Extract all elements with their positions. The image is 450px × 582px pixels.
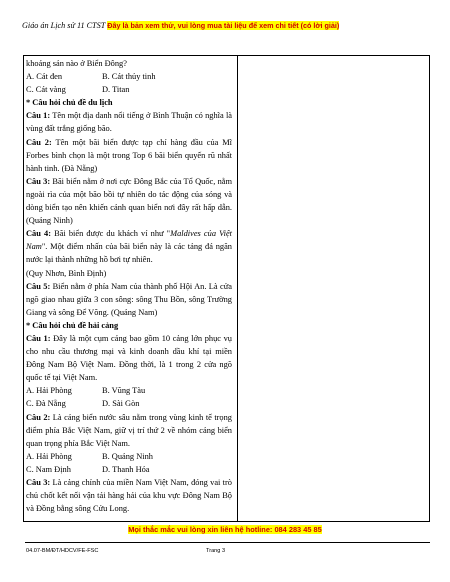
column-divider xyxy=(237,56,238,521)
answer-option: A. Hải Phòng xyxy=(26,386,72,396)
section-heading-ports: * Câu hỏi chủ đề hải cảng xyxy=(26,320,119,330)
question-label: Câu 4: xyxy=(26,229,51,239)
page-number: Trang 3 xyxy=(206,548,226,554)
question-text: Bãi biển được du khách ví như " xyxy=(51,229,171,239)
question-label: Câu 3: xyxy=(26,478,51,487)
answer-option: D. Thanh Hóa xyxy=(102,464,150,474)
footer-divider xyxy=(25,542,430,543)
question-text: ". Một điểm nhấn của bãi biển này là các tảng đá ngăn nước lại thành những hồ bơi tự nhiên. xyxy=(26,242,232,265)
question-label: Câu 3: xyxy=(26,176,51,186)
hotline-notice xyxy=(0,525,450,534)
question-text: Là cảng chính của miền Nam Việt Nam, đóng vai trò chủ chốt kết nối vận tải hàng hải của khu vực Đông Nam Bộ và Đồng bằng sông Cửu Long. xyxy=(26,478,232,514)
answer-option-row xyxy=(26,384,232,397)
question-italic-text: Maldives của Việt Nam xyxy=(26,229,233,252)
answer-option: B. Cát thủy tinh xyxy=(102,72,156,82)
question-label: Câu 1: xyxy=(26,333,51,343)
answer-option-row xyxy=(26,450,232,463)
answer-option: A. Cát đen xyxy=(26,72,63,82)
question-label: Câu 2: xyxy=(26,137,52,147)
tourism-question-5 xyxy=(26,280,232,319)
page-header xyxy=(22,20,428,31)
question-label: Câu 5: xyxy=(26,281,51,291)
answer-option: C. Cát vàng xyxy=(26,85,66,95)
question-text: Tên một bãi biển được tạp chí hàng đầu của Mĩ Forbes bình chọn là một trong Top 6 bãi biển quyến rũ nhất hành tinh. (Đà Nẵng) xyxy=(26,137,232,173)
question-text: Bãi biển nằm ở nơi cực Đông Bắc của Tổ Quốc, nằm ngoài rìa của một bão bồi tự nhiên do tác động của sóng và dòng biển tạo nên khiến cảnh quan biển nơi đây rất hấp dẫn. (Quảng Ninh) xyxy=(26,176,232,226)
answer-option: B. Quảng Ninh xyxy=(102,451,153,461)
tourism-question-3 xyxy=(26,175,232,227)
port-question-1 xyxy=(26,332,232,384)
preview-notice: Đây là bản xem thử, vui lòng mua tài liệu để xem chi tiết (có lời giải) xyxy=(107,21,340,30)
question-continuation: khoáng sản nào ở Biển Đông? xyxy=(26,59,127,68)
question-label: Câu 1: xyxy=(26,111,51,121)
answer-option: D. Titan xyxy=(102,85,130,95)
document-code: 04.07-BM/ĐT/HDCV/FE-FSC xyxy=(26,548,99,554)
answer-option: B. Vũng Tàu xyxy=(102,386,146,396)
tourism-question-2 xyxy=(26,136,232,175)
table-left-column xyxy=(26,57,232,515)
answer-option: C. Nam Định xyxy=(26,464,71,474)
question-text: Là cảng biển nước sâu nằm trong vùng kinh tế trọng điểm phía Bắc Việt Nam, giữ vị trí thứ 2 về nhóm cảng biển quan trọng phía Bắc Việt Nam. xyxy=(26,412,232,448)
answer-option: D. Sài Gòn xyxy=(102,399,140,409)
document-title: Giáo án Lịch sử 11 CTST xyxy=(22,21,106,30)
question-text: Đây là một cụm cảng bao gồm 10 cảng lớn phục vụ cho nhu cầu thương mại và kinh doanh dầu khí tại miền Đông Nam Bộ Việt Nam. Đồng thời, là 1 trong 2 cửa ngõ quốc tế tại Việt Nam. xyxy=(26,333,232,383)
answer-option-row xyxy=(26,70,232,83)
question-text: Tên một địa danh nổi tiếng ở Bình Thuận có nghĩa là vùng đất trắng giống bão. xyxy=(26,111,233,134)
question-text: Biển nằm ở phía Nam của thành phố Hội An. Là cửa ngõ giao nhau giữa 3 con sông: sông Thu Bồn, sông Trường Giang và sông Để Võng. (Quảng Nam) xyxy=(26,281,232,317)
answer-option-row xyxy=(26,463,232,476)
tourism-question-1 xyxy=(26,109,232,135)
tourism-answer-4: (Quy Nhơn, Bình Định) xyxy=(26,268,107,278)
question-label: Câu 2: xyxy=(26,412,51,422)
answer-option-row xyxy=(26,83,232,96)
answer-option-row xyxy=(26,397,232,410)
port-question-2 xyxy=(26,411,232,450)
section-heading-tourism: * Câu hỏi chủ đề du lịch xyxy=(26,98,113,108)
port-question-3 xyxy=(26,476,232,515)
answer-option: A. Hải Phòng xyxy=(26,451,72,461)
hotline-text: Mọi thắc mắc vui lòng xin liên hệ hotline: 084 283 45 85 xyxy=(128,525,322,534)
tourism-question-4 xyxy=(26,227,232,266)
answer-option: C. Đà Nẵng xyxy=(26,399,66,409)
